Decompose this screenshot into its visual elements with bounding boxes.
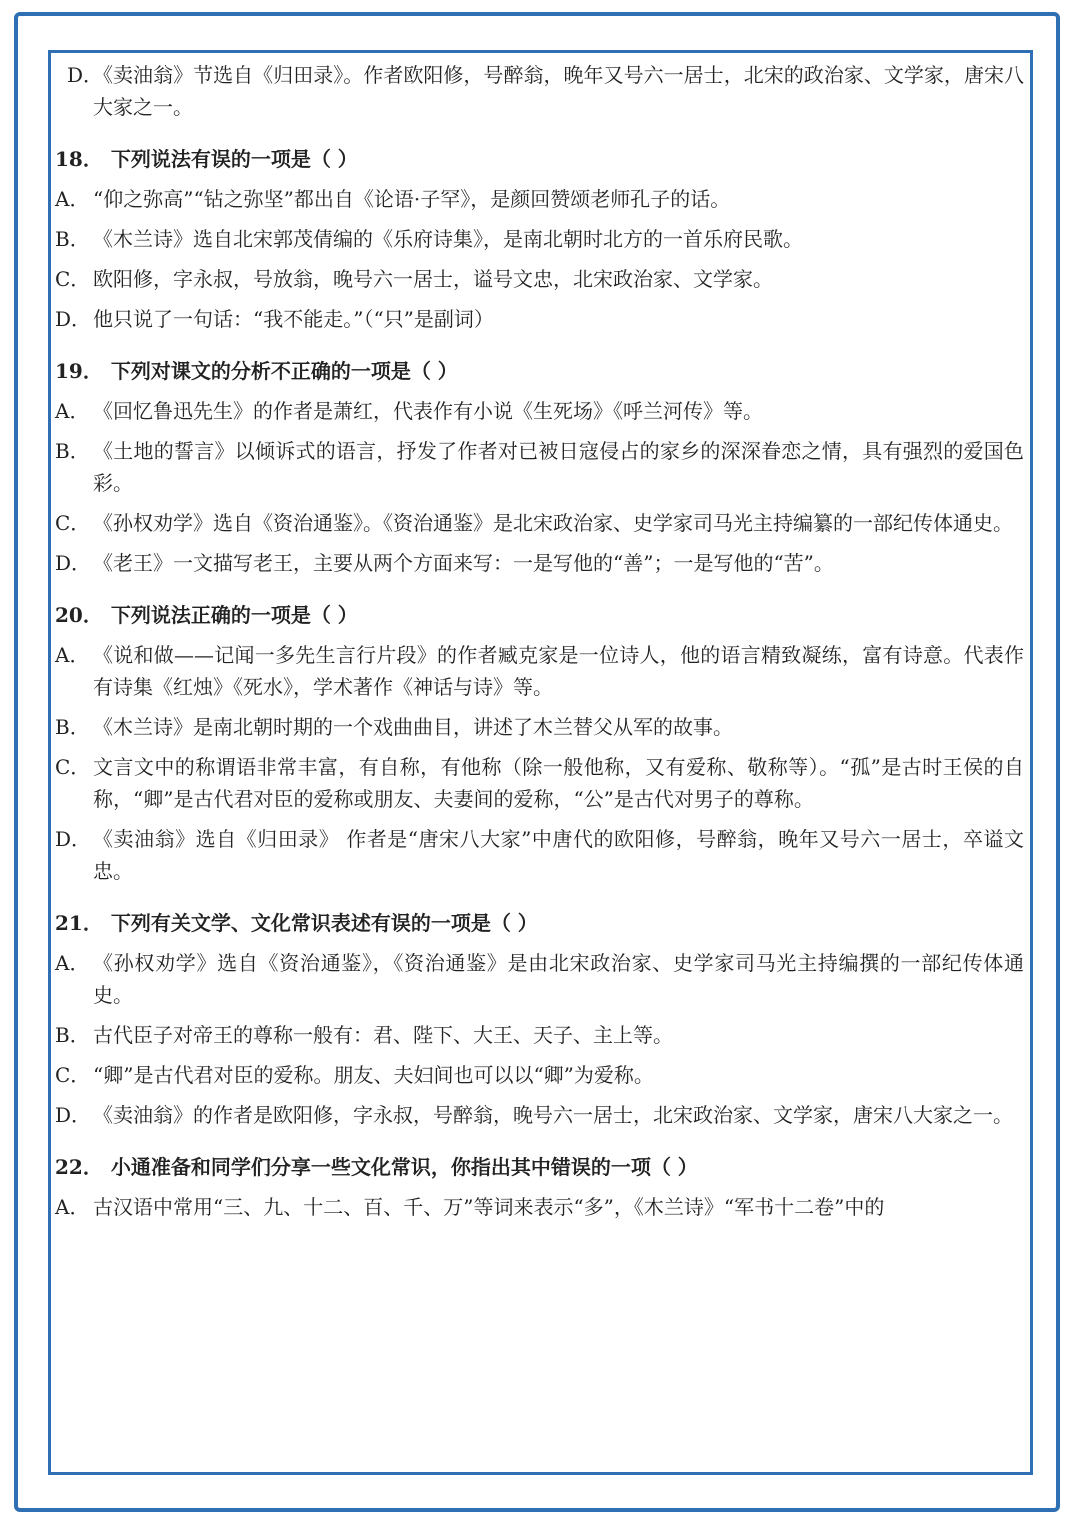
question-number: 18．: [55, 147, 103, 171]
option-text: 《回忆鲁迅先生》的作者是萧红，代表作有小说《生死场》《呼兰河传》等。: [93, 399, 763, 423]
option-text: 古汉语中常用“三、九、十二、百、千、万”等词来表示“多”，《木兰诗》“军书十二卷”中的: [93, 1195, 885, 1219]
option-text: 文言文中的称谓语非常丰富，有自称，有他称（除一般他称，又有爱称、敬称等）。“孤”是古时王侯的自称，“卿”是古代君对臣的爱称或朋友、夫妻间的爱称，“公”是古代对男子的尊称。: [93, 755, 1024, 811]
question-18: [55, 141, 1024, 335]
question-title: [55, 353, 1024, 389]
question-list: [55, 141, 1024, 1223]
question-number: 20．: [55, 603, 103, 627]
option-text: 《孙权劝学》选自《资治通鉴》。《资治通鉴》是北宋政治家、史学家司马光主持编纂的一部纪传体通史。: [93, 511, 1013, 535]
question-19: [55, 353, 1024, 579]
option-c: [55, 1059, 1024, 1091]
option-letter: D．: [55, 307, 92, 331]
question-20: [55, 597, 1024, 887]
option-letter: B．: [55, 439, 90, 463]
question-sheet: [48, 50, 1033, 1475]
option-b: [55, 711, 1024, 743]
option-text: 他只说了一句话：“我不能走。”（“只”是副词）: [93, 307, 494, 331]
question-title: [55, 905, 1024, 941]
option-letter: C．: [55, 511, 91, 535]
option-a: [55, 639, 1024, 703]
question-number: 19．: [55, 359, 103, 383]
option-text: “卿”是古代君对臣的爱称。朋友、夫妇间也可以以“卿”为爱称。: [93, 1063, 654, 1087]
option-letter: B．: [55, 1023, 90, 1047]
option-letter: C．: [55, 1063, 91, 1087]
option-b: [55, 1019, 1024, 1051]
option-letter: C．: [55, 755, 91, 779]
question-title: [55, 597, 1024, 633]
question-content: [55, 59, 1024, 1231]
option-d: [55, 547, 1024, 579]
question-title: [55, 1149, 1024, 1185]
option-letter: D．: [55, 1103, 92, 1127]
option-c: [55, 507, 1024, 539]
option-a: [55, 1191, 1024, 1223]
question-stem: 下列对课文的分析不正确的一项是（ ）: [110, 359, 458, 383]
option-text: “仰之弥高”“钻之弥坚”都出自《论语·子罕》，是颜回赞颂老师孔子的话。: [93, 187, 731, 211]
option-text: 《说和做——记闻一多先生言行片段》的作者臧克家是一位诗人，他的语言精致凝练，富有诗意。代表作有诗集《红烛》《死水》，学术著作《神话与诗》等。: [93, 643, 1024, 699]
option-a: [55, 183, 1024, 215]
option-text: 欧阳修，字永叔，号放翁，晚号六一居士，谥号文忠，北宋政治家、文学家。: [93, 267, 773, 291]
question-22: [55, 1149, 1024, 1223]
question-title: [55, 141, 1024, 177]
question-21: [55, 905, 1024, 1131]
continued-option-d: [55, 59, 1024, 123]
option-text: 《老王》一文描写老王，主要从两个方面来写：一是写他的“善”；一是写他的“苦”。: [93, 551, 834, 575]
option-text: 《木兰诗》选自北宋郭茂倩编的《乐府诗集》，是南北朝时北方的一首乐府民歌。: [93, 227, 803, 251]
option-letter: A．: [55, 643, 90, 667]
option-letter: B．: [55, 227, 90, 251]
option-b: [55, 435, 1024, 499]
option-text: 《木兰诗》是南北朝时期的一个戏曲曲目，讲述了木兰替父从军的故事。: [93, 715, 733, 739]
option-letter: B．: [55, 715, 90, 739]
option-d: [55, 303, 1024, 335]
question-number: 22．: [55, 1155, 103, 1179]
option-text: 古代臣子对帝王的尊称一般有：君、陛下、大王、天子、主上等。: [93, 1023, 673, 1047]
option-b: [55, 223, 1024, 255]
option-d: [55, 1099, 1024, 1131]
option-letter: D．: [55, 551, 92, 575]
option-a: [55, 947, 1024, 1011]
question-stem: 下列说法有误的一项是（ ）: [110, 147, 358, 171]
option-letter: D．: [67, 63, 104, 87]
option-text: 《卖油翁》节选自《归田录》。作者欧阳修，号醉翁，晚年又号六一居士，北宋的政治家、文学家，唐宋八大家之一。: [93, 63, 1024, 119]
option-letter: A．: [55, 1195, 90, 1219]
option-text: 《孙权劝学》选自《资治通鉴》，《资治通鉴》是由北宋政治家、史学家司马光主持编撰的一部纪传体通史。: [93, 951, 1024, 1007]
option-letter: A．: [55, 399, 90, 423]
question-stem: 下列说法正确的一项是（ ）: [110, 603, 358, 627]
question-number: 21．: [55, 911, 103, 935]
option-letter: C．: [55, 267, 91, 291]
question-stem: 小通准备和同学们分享一些文化常识，你指出其中错误的一项（ ）: [110, 1155, 698, 1179]
option-letter: D．: [55, 827, 92, 851]
option-text: 《卖油翁》的作者是欧阳修，字永叔，号醉翁，晚号六一居士，北宋政治家、文学家，唐宋八大家之一。: [93, 1103, 1013, 1127]
option-text: 《土地的誓言》以倾诉式的语言，抒发了作者对已被日寇侵占的家乡的深深眷恋之情，具有强烈的爱国色彩。: [93, 439, 1024, 495]
question-stem: 下列有关文学、文化常识表述有误的一项是（ ）: [110, 911, 538, 935]
option-a: [55, 395, 1024, 427]
option-letter: A．: [55, 951, 90, 975]
option-text: 《卖油翁》选自《归田录》 作者是“唐宋八大家”中唐代的欧阳修，号醉翁，晚年又号六一居士，卒谥文忠。: [93, 827, 1024, 883]
option-letter: A．: [55, 187, 90, 211]
option-c: [55, 263, 1024, 295]
option-c: [55, 751, 1024, 815]
option-d: [55, 823, 1024, 887]
